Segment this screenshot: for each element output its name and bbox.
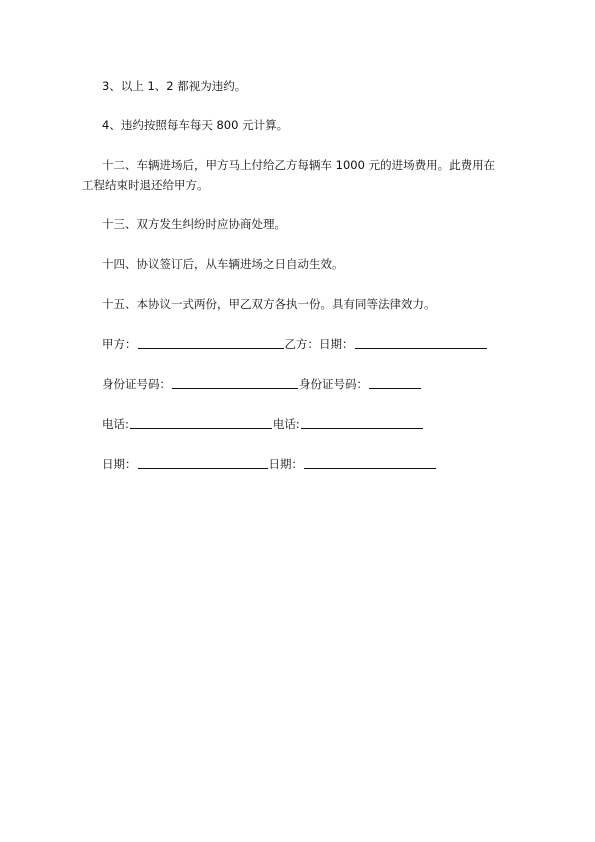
signature-row-phone xyxy=(102,416,424,432)
date-label: 日期： xyxy=(319,337,354,351)
clause-4: 4、违约按照每车每天 800 元计算。 xyxy=(102,118,289,132)
party-a-field[interactable] xyxy=(138,336,284,349)
signature-row-date xyxy=(102,456,437,472)
date-field-a[interactable] xyxy=(138,456,268,469)
id-field-b[interactable] xyxy=(369,376,421,389)
clause-15: 十五、本协议一式两份，甲乙双方各执一份。具有同等法律效力。 xyxy=(102,297,436,311)
id-field-a[interactable] xyxy=(172,376,298,389)
phone-field-b[interactable] xyxy=(301,416,423,429)
phone-label-b: 电话: xyxy=(272,417,300,431)
date-label-b: 日期： xyxy=(268,457,303,471)
clause-12: 十二、车辆进场后，甲方马上付给乙方每辆车 1000 元的进场费用。此费用在工程结束时退还给甲方。 xyxy=(82,158,496,192)
signature-row-id xyxy=(102,376,422,392)
party-a-label: 甲方： xyxy=(102,337,137,351)
clause-13: 十三、双方发生纠纷时应协商处理。 xyxy=(102,217,286,231)
signature-row-parties xyxy=(102,336,488,352)
clause-3: 3、以上 1、2 都视为违约。 xyxy=(102,79,247,93)
clause-14: 十四、协议签订后，从车辆进场之日自动生效。 xyxy=(102,257,344,271)
date-field[interactable] xyxy=(355,336,487,349)
date-label-a: 日期： xyxy=(102,457,137,471)
party-b-label: 乙方： xyxy=(284,337,319,351)
phone-field-a[interactable] xyxy=(130,416,272,429)
id-label-a: 身份证号码： xyxy=(102,377,171,391)
id-label-b: 身份证号码： xyxy=(299,377,368,391)
phone-label-a: 电话: xyxy=(102,417,129,431)
date-field-b[interactable] xyxy=(304,456,436,469)
